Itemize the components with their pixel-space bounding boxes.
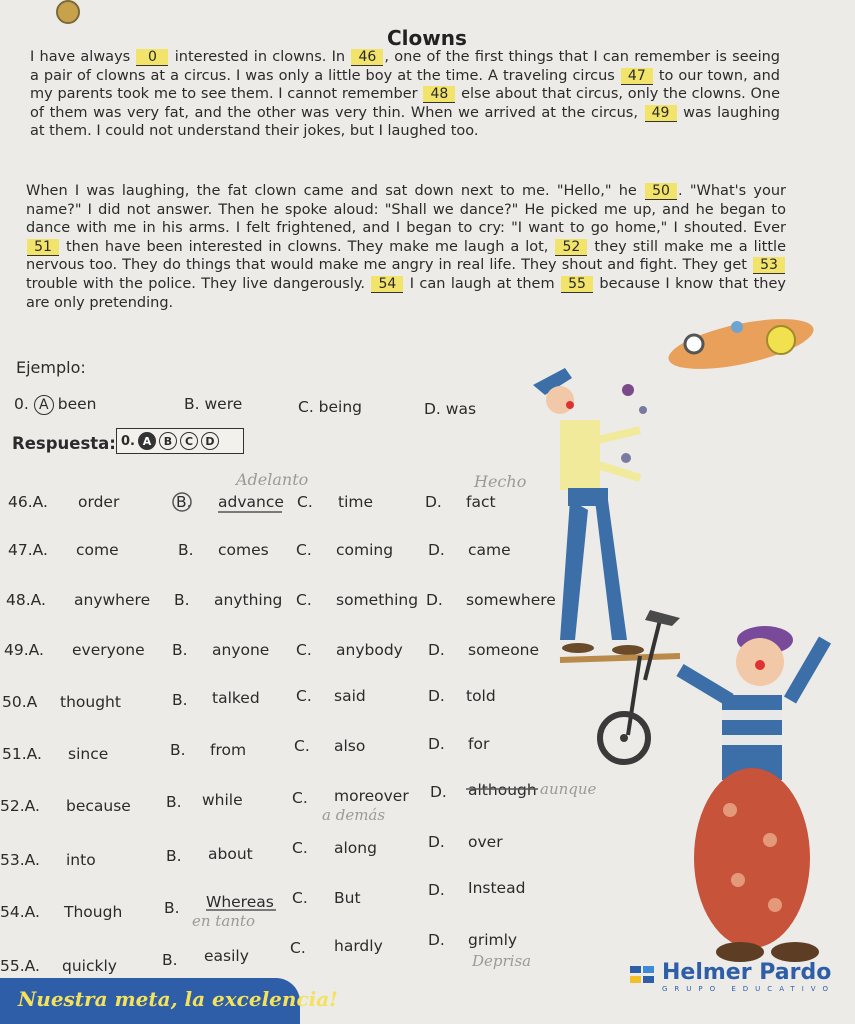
question-number: 52.A. [0, 797, 40, 815]
option-d-letter: D. [428, 687, 445, 705]
option-a[interactable]: since [68, 745, 109, 763]
option-b[interactable]: from [210, 741, 247, 759]
option-b-letter: B. [172, 691, 188, 709]
option-b-letter: B. [164, 899, 180, 917]
answer-bubble-sheet: 0. A B C D [116, 428, 244, 454]
answer-blank-0[interactable]: 0 [136, 49, 168, 66]
answer-blank-54[interactable]: 54 [371, 276, 403, 293]
option-d[interactable]: over [468, 833, 503, 851]
option-d-letter: D. [428, 641, 445, 659]
option-d-letter: D. [428, 931, 445, 949]
option-c[interactable]: hardly [334, 937, 383, 955]
option-b[interactable]: easily [204, 947, 249, 965]
option-b[interactable]: anyone [212, 641, 270, 659]
option-c-letter: C. [297, 493, 313, 511]
question-number: 51.A. [2, 745, 42, 763]
question-number: 46.A. [8, 493, 48, 511]
option-a[interactable]: come [76, 541, 119, 559]
answer-blank-51[interactable]: 51 [27, 239, 59, 256]
page-title: Clowns [387, 26, 467, 50]
option-b-letter: B. [170, 741, 186, 759]
option-c-letter: C. [294, 737, 310, 755]
option-c-letter: C. [292, 889, 308, 907]
option-d-letter: D. [430, 783, 447, 801]
option-d[interactable]: fact [466, 493, 496, 511]
option-b-letter: B. [162, 951, 178, 969]
answer-blank-48[interactable]: 48 [423, 86, 455, 103]
option-a[interactable]: Though [64, 903, 123, 921]
answer-bubble-c[interactable]: C [180, 432, 198, 450]
option-b-letter: B. [174, 591, 190, 609]
option-d-letter: D. [428, 735, 445, 753]
reading-paragraph-2: When I was laughing, the fat clown came and sat down next to me. "Hello," he 50 . "What's your name?" I did not answer. Then he spoke aloud: "Shall we dance?" He picked me up, and he began to dance with me in his arms. I felt frightened, and I began to cry: "I want to go home," I shouted. Ever 51 then have been interested in clowns. They make me laugh a lot, 52 they still make me a little nervous too. They do things that would make me angry in real life. They shout and fight. They get 53 trouble with the police. They live dangerously. 54 I can laugh at them 55 because I know that they are only pretending. [26, 183, 786, 311]
option-c-letter: C. [296, 591, 312, 609]
brand-name: Helmer Pardo [662, 960, 832, 985]
publisher-brand [630, 960, 835, 993]
option-d[interactable]: grimly [468, 931, 518, 949]
option-c-letter: C. [292, 839, 308, 857]
handwritten-note: Deprisa [472, 952, 532, 970]
option-c-letter: C. [296, 641, 312, 659]
option-d-letter: D. [428, 881, 445, 899]
option-c[interactable]: along [334, 839, 377, 857]
handwritten-note: aunque [540, 780, 597, 798]
brand-logo-icon [630, 966, 656, 984]
option-c[interactable]: time [338, 493, 374, 511]
handwritten-note: a demás [322, 806, 386, 824]
example-option-b: B. were [184, 395, 243, 413]
selected-option-circle: A [34, 395, 54, 415]
option-d[interactable]: someone [468, 641, 540, 659]
handwritten-note: Adelanto [236, 470, 309, 489]
brand-subtitle: GRUPO EDUCATIVO [662, 985, 835, 993]
option-c-letter: C. [296, 541, 312, 559]
option-b[interactable]: anything [214, 591, 283, 609]
selected-answer-circle [173, 493, 191, 511]
option-b[interactable]: talked [212, 689, 260, 707]
option-b[interactable]: comes [218, 541, 269, 559]
option-c[interactable]: also [334, 737, 366, 755]
option-b-letter: B. [178, 541, 194, 559]
option-b[interactable]: while [202, 791, 243, 809]
option-d-letter: D. [426, 591, 443, 609]
option-d-letter: D. [425, 493, 442, 511]
option-a[interactable]: order [78, 493, 120, 511]
motto-text: Nuestra meta, la excelencia! [18, 987, 338, 1011]
option-c[interactable]: coming [336, 541, 394, 559]
question-number: 49.A. [4, 641, 44, 659]
answer-blank-52[interactable]: 52 [555, 239, 587, 256]
option-d[interactable]: somewhere [466, 591, 556, 609]
option-d[interactable]: for [468, 735, 490, 753]
answer-blank-50[interactable]: 50 [645, 183, 677, 200]
answer-label: Respuesta: [12, 434, 116, 453]
option-b-letter: B. [172, 641, 188, 659]
option-d[interactable]: came [468, 541, 511, 559]
question-number: 50.A [2, 693, 38, 711]
option-c[interactable]: anybody [336, 641, 403, 659]
option-c-letter: C. [296, 687, 312, 705]
answer-blank-53[interactable]: 53 [753, 257, 785, 274]
answer-bubble-a[interactable]: A [138, 432, 156, 450]
example-label: Ejemplo: [16, 358, 86, 377]
option-c-letter: C. [290, 939, 306, 957]
option-d[interactable]: Instead [468, 879, 526, 897]
answer-blank-47[interactable]: 47 [621, 68, 653, 85]
handwritten-note: Hecho [474, 472, 527, 491]
example-option-c: C. being [298, 398, 363, 416]
question-number: 48.A. [6, 591, 46, 609]
answer-blank-49[interactable]: 49 [645, 105, 677, 122]
option-d[interactable]: told [466, 687, 496, 705]
option-b-letter: B. [176, 493, 192, 511]
option-a[interactable]: quickly [62, 957, 117, 975]
option-c[interactable]: something [336, 591, 419, 609]
question-number: 55.A. [0, 957, 40, 975]
question-number: 54.A. [0, 903, 40, 921]
answer-bubble-b[interactable]: B [159, 432, 177, 450]
option-c[interactable]: But [334, 889, 361, 907]
question-number: 53.A. [0, 851, 40, 869]
option-b[interactable]: Whereas [206, 893, 274, 911]
option-c-letter: C. [292, 789, 308, 807]
option-c[interactable]: moreover [334, 787, 409, 805]
option-a[interactable]: thought [60, 693, 121, 711]
option-c[interactable]: said [334, 687, 366, 705]
answer-bubble-d[interactable]: D [201, 432, 219, 450]
option-b-letter: B. [166, 847, 182, 865]
option-d[interactable]: although [468, 781, 537, 799]
option-a[interactable]: anywhere [74, 591, 151, 609]
question-number: 47.A. [8, 541, 48, 559]
handwritten-note: en tanto [192, 912, 255, 930]
example-option-a: 0. A been [14, 395, 97, 413]
reading-paragraph-1: I have always 0 interested in clowns. In 46 , one of the first things that I can remember is seeing a pair of clowns at a circus. I was only a little boy at the time. A traveling circus 47 to our town, and my parents took me to see them. I cannot remember 48 else about that circus, only the clowns. One of them was very fat, and the other was very thin. When we arrived at the circus, 49 was laughing at them. I could not understand their jokes, but I laughed too. [30, 49, 780, 140]
option-a[interactable]: into [66, 851, 96, 869]
option-b-letter: B. [166, 793, 182, 811]
option-a[interactable]: because [66, 797, 131, 815]
option-a[interactable]: everyone [72, 641, 145, 659]
option-b[interactable]: advance [218, 493, 284, 511]
option-d-letter: D. [428, 541, 445, 559]
answer-blank-55[interactable]: 55 [561, 276, 593, 293]
example-option-d: D. was [424, 400, 477, 418]
option-d-letter: D. [428, 833, 445, 851]
option-b[interactable]: about [208, 845, 253, 863]
answer-blank-46[interactable]: 46 [351, 49, 383, 66]
